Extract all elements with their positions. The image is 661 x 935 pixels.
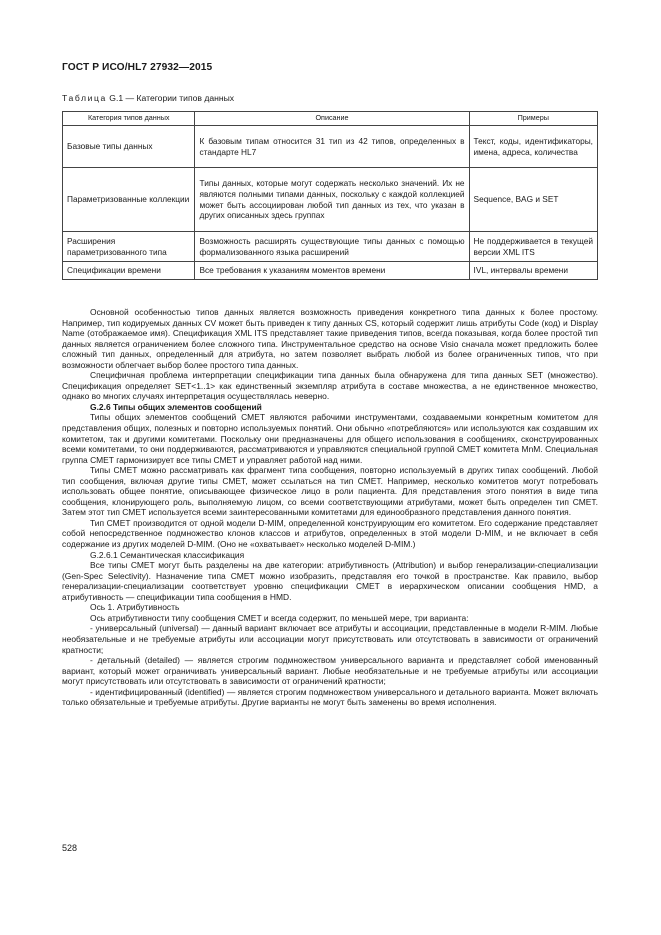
data-type-categories-table bbox=[62, 111, 598, 280]
column-header-description: Описание bbox=[195, 112, 469, 126]
cell-description: Типы данных, которые могут содержать несколько значений. Их не являются полными типами данных, поскольку с каждой коллекцией может быть ассоциирован любой тип данных из тех, что указан в других описанных здесь группах bbox=[195, 168, 469, 232]
paragraph: Типы СМЕТ можно рассматривать как фрагмент типа сообщения, повторно используемый в других типах сообщений. Любой тип сообщения, включая другие типы СМЕТ, может ссылаться на тип СМЕТ. Например, несколько комитетов могут потребовать использовать общее понятие, описывающее физическое лицо в роли пациента. Для представления этого понятия в виде типа сообщения, клонирующего роль, выполняемую лицом, со всеми соответствующими атрибутами, может быть определен тип СМЕТ. Затем этот тип СМЕТ используется всеми заинтересованными комитетами для единообразного представления данного понятия. bbox=[62, 465, 598, 518]
cell-examples: Текст, коды, идентификаторы, имена, адреса, количества bbox=[469, 126, 597, 168]
column-header-category: Категория типов данных bbox=[63, 112, 195, 126]
cell-category: Параметризованные коллекции bbox=[63, 168, 195, 232]
paragraph: Все типы СМЕТ могут быть разделены на две категории: атрибутивность (Attribution) и выбор генерализации-специализации (Gen-Spec Selectivity). Назначение типа СМЕТ можно изобразить, представляя его точкой в пространстве. Как правило, выбор генерализации-специализации соответствует уровню спецификации СМЕТ в иерархическом описании сообщения HMD, а атрибутивность — спецификации типа сообщения в HMD. bbox=[62, 560, 598, 602]
paragraph: - идентифицированный (identified) — является строгим подмножеством универсального и детального варианта. Может включать только обязательные и требуемые атрибуты. Другие варианты не могут быть заменены во время исполнения. bbox=[62, 686, 598, 708]
cell-description: Возможность расширять существующие типы данных с помощью формализованного языка расширений bbox=[195, 232, 469, 262]
document-header: ГОСТ Р ИСО/HL7 27932—2015 bbox=[62, 62, 213, 73]
paragraph: G.2.6.1 Семантическая классификация bbox=[90, 549, 245, 560]
paragraph: Ось атрибутивности типу сообщения СМЕТ и всегда содержит, по меньшей мере, три варианта: bbox=[90, 612, 469, 623]
section-heading: G.2.6 Типы общих элементов сообщений bbox=[90, 401, 262, 412]
cell-category: Расширения параметризованного типа bbox=[63, 232, 195, 262]
paragraph: Тип СМЕТ производится от одной модели D-MIM, определенной конструирующим его комитетом. Его содержание представляет собой непосредственное подмножество клонов классов и атрибутов, определенных в этой модели D-MIM, и не включает в себя содержание из других моделей D-MIM. (Оно не «охватывает» несколько моделей D-MIM.) bbox=[62, 517, 598, 550]
paragraph: Типы общих элементов сообщений СМЕТ являются рабочими инструментами, создаваемыми конкретным комитетом для представления общих, полезных и повторно используемых понятий. Они обычно «потребляются» или используются как создавшим их комитетом, так и другими комитетами. Поскольку они предназначены для общего использования в сообщениях, сконструированных всеми комитетами, то они поддерживаются, рассматриваются и управляются специальной группой СМЕТ комитета MnM. Специальная группа СМЕТ гармонизирует все типы СМЕТ и управляет работой над ними. bbox=[62, 412, 598, 465]
table-row bbox=[63, 232, 598, 262]
paragraph: Основной особенностью типов данных является возможность приведения конкретного типа данных к более простому. Например, тип кодируемых данных CV может быть приведен к типу данных CS, который содержит лишь атрибуты Code (код) и Display Name (отображаемое имя). Спецификация XML ITS представляет такие приведения типов, всегда показывая, когда более простой тип данных является ограничением более сложного типа. Инструментальное средство на основе Visio сначала может предложить более сложный тип данных, определенный для атрибута, но затем позволяет выбрать любой из более ограниченных типов, что при возможности облегчает выбор более простого типа данных. bbox=[62, 307, 598, 370]
column-header-examples: Примеры bbox=[469, 112, 597, 126]
table-caption-text: G.1 — Категории типов данных bbox=[106, 93, 235, 103]
paragraph: - детальный (detailed) — является строгим подмножеством универсального варианта и представляет собой именованный вариант, который может ограничивать универсальный вариант. Любые необязательные и не требуемые атрибуты или ассоциации могут присутствовать или отсутствовать в зависимости от ограничений кратности; bbox=[62, 655, 598, 687]
paragraph: Ось 1. Атрибутивность bbox=[90, 602, 180, 613]
cell-description: Все требования к указаниям моментов времени bbox=[195, 262, 469, 280]
cell-category: Базовые типы данных bbox=[63, 126, 195, 168]
table-row bbox=[63, 262, 598, 280]
cell-description: К базовым типам относится 31 тип из 42 типов, определенных в стандарте HL7 bbox=[195, 126, 469, 168]
paragraph: - универсальный (universal) — данный вариант включает все атрибуты и ассоциации, представленные в модели R-MIM. Любые необязательные и не требуемые атрибуты или ассоциации могут присутствовать или отсутствовать в зависимости от ограничений кратности; bbox=[62, 623, 598, 655]
body-text bbox=[62, 307, 598, 708]
table-caption bbox=[62, 93, 234, 103]
cell-examples: IVL, интервалы времени bbox=[469, 262, 597, 280]
cell-examples: Не поддерживается в текущей версии XML ITS bbox=[469, 232, 597, 262]
table-header-row bbox=[63, 112, 598, 126]
table-row bbox=[63, 126, 598, 168]
table-row bbox=[63, 168, 598, 232]
cell-examples: Sequence, BAG и SET bbox=[469, 168, 597, 232]
paragraph: Специфичная проблема интерпретации спецификации типа данных была обнаружена для типа данных SET (множество). Спецификация определяет SET<1..1> как единственный экземпляр атрибута в составе множества, а не единственное множество, однако во многих случаях интерпретация осуществлялась неверно. bbox=[62, 370, 598, 402]
cell-category: Спецификации времени bbox=[63, 262, 195, 280]
page-number: 528 bbox=[62, 843, 78, 853]
table-caption-label: Таблица bbox=[62, 93, 107, 103]
